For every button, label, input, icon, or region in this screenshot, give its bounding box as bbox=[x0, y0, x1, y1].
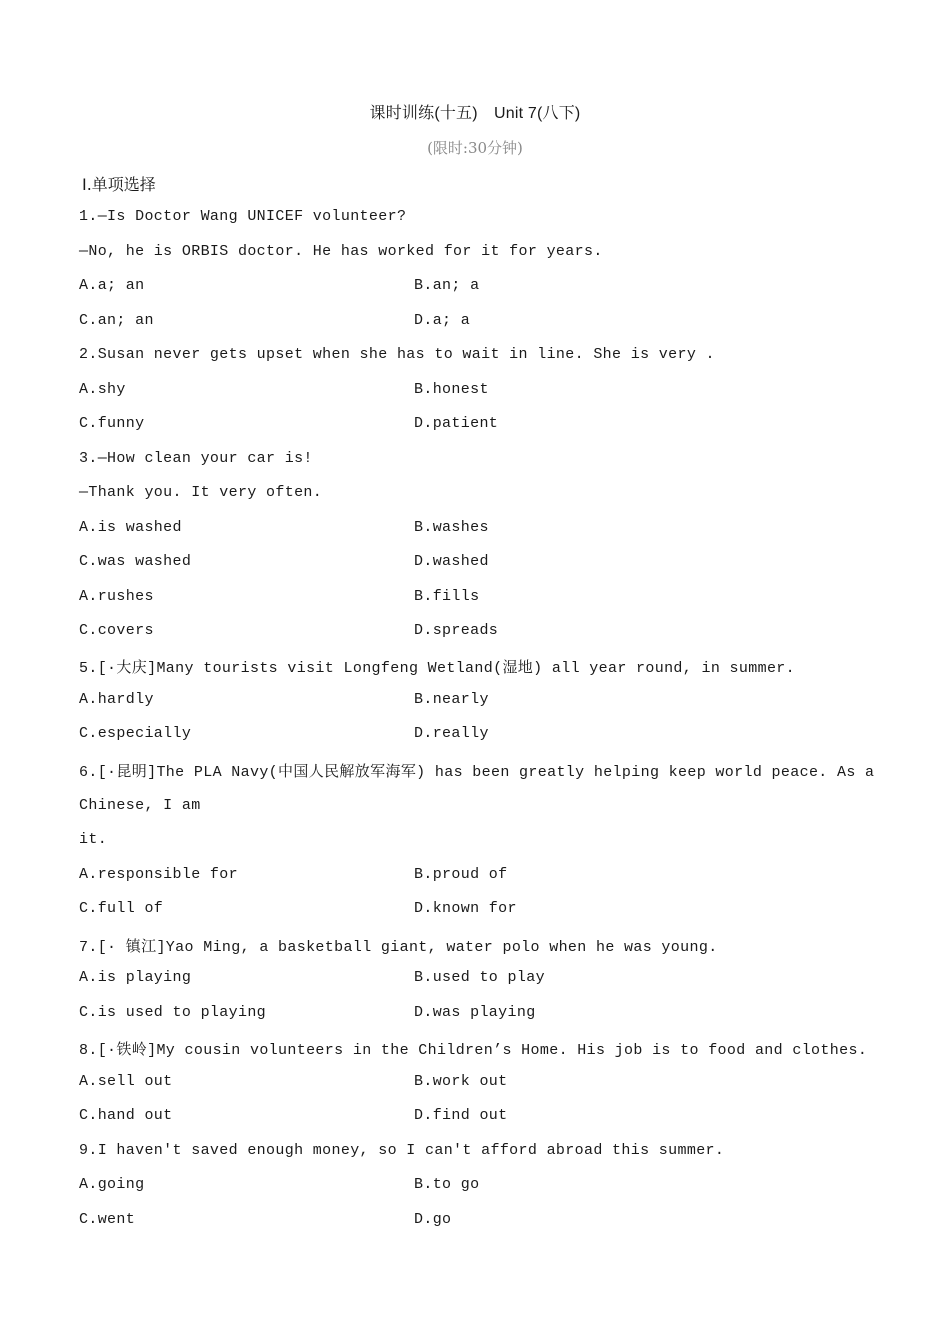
question-3-option-b: B.washes bbox=[414, 519, 489, 536]
question-5-stem: 5.[·大庆]Many tourists visit Longfeng Wetland(湿地) all year round, in summer. bbox=[79, 660, 796, 677]
question-6-stem-line-2: Chinese, I am bbox=[79, 797, 201, 814]
question-9-stem: 9.I haven't saved enough money, so I can't afford abroad this summer. bbox=[79, 1142, 725, 1159]
question-4-option-d: D.spreads bbox=[414, 622, 499, 639]
question-9-option-a: A.going bbox=[79, 1176, 145, 1193]
question-7-stem: 7.[· 镇江]Yao Ming, a basketball giant, water polo when he was young. bbox=[79, 939, 718, 956]
question-2-option-c: C.funny bbox=[79, 415, 145, 432]
question-9-option-d: D.go bbox=[414, 1211, 452, 1228]
question-8-option-b: B.work out bbox=[414, 1073, 508, 1090]
question-9-option-b: B.to go bbox=[414, 1176, 480, 1193]
question-7-option-c: C.is used to playing bbox=[79, 1004, 267, 1021]
question-1-option-c: C.an; an bbox=[79, 312, 154, 329]
question-5-option-b: B.nearly bbox=[414, 691, 489, 708]
question-5-option-a: A.hardly bbox=[79, 691, 154, 708]
question-8-option-c: C.hand out bbox=[79, 1107, 173, 1124]
question-5-option-c: C.especially bbox=[79, 725, 192, 742]
question-8-option-a: A.sell out bbox=[79, 1073, 173, 1090]
question-2-option-b: B.honest bbox=[414, 381, 489, 398]
question-6-option-d: D.known for bbox=[414, 900, 517, 917]
question-7-option-b: B.used to play bbox=[414, 969, 545, 986]
question-8-option-d: D.find out bbox=[414, 1107, 508, 1124]
question-1-stem-line-2: —No, he is ORBIS doctor. He has worked for it for years. bbox=[79, 243, 603, 260]
question-6-option-b: B.proud of bbox=[414, 866, 508, 883]
section-heading: Ⅰ.单项选择 bbox=[82, 175, 156, 194]
question-4-option-c: C.covers bbox=[79, 622, 154, 639]
question-4-option-b: B.fills bbox=[414, 588, 480, 605]
question-1-stem: 1.—Is Doctor Wang UNICEF volunteer? bbox=[79, 208, 407, 225]
question-6-option-a: A.responsible for bbox=[79, 866, 238, 883]
question-6-stem: 6.[·昆明]The PLA Navy(中国人民解放军海军) has been greatly helping keep world peace. As a bbox=[79, 764, 875, 781]
question-8-stem: 8.[·铁岭]My cousin volunteers in the Children’s Home. His job is to food and clothes. bbox=[79, 1042, 868, 1059]
page-title: 课时训练(十五) Unit 7(八下) bbox=[369, 105, 581, 122]
question-7-option-a: A.is playing bbox=[79, 969, 192, 986]
question-3-stem: 3.—How clean your car is! bbox=[79, 450, 313, 467]
question-4-option-a: A.rushes bbox=[79, 588, 154, 605]
question-7-option-d: D.was playing bbox=[414, 1004, 536, 1021]
question-3-option-c: C.was washed bbox=[79, 553, 192, 570]
question-2-stem: 2.Susan never gets upset when she has to wait in line. She is very . bbox=[79, 346, 715, 363]
question-5-option-d: D.really bbox=[414, 725, 489, 742]
question-1-option-a: A.a; an bbox=[79, 277, 145, 294]
question-6-stem-line-3: it. bbox=[79, 831, 108, 848]
time-limit: (限时:30分钟) bbox=[427, 139, 523, 157]
question-1-option-b: B.an; a bbox=[414, 277, 480, 294]
question-3-option-a: A.is washed bbox=[79, 519, 182, 536]
question-9-option-c: C.went bbox=[79, 1211, 136, 1228]
question-3-option-d: D.washed bbox=[414, 553, 489, 570]
question-6-option-c: C.full of bbox=[79, 900, 164, 917]
question-3-stem-line-2: —Thank you. It very often. bbox=[79, 484, 323, 501]
question-2-option-d: D.patient bbox=[414, 415, 499, 432]
question-2-option-a: A.shy bbox=[79, 381, 126, 398]
question-1-option-d: D.a; a bbox=[414, 312, 471, 329]
